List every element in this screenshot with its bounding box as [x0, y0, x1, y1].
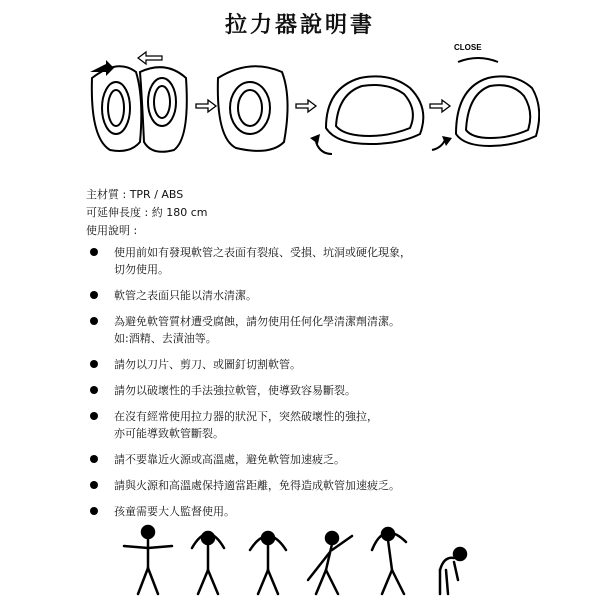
arrow-right-icon — [296, 100, 316, 112]
list-item: 在沒有經常使用拉力器的狀況下，突然破壞性的強拉， 亦可能導致軟管斷裂。 — [86, 408, 536, 442]
bullet-icon — [90, 455, 98, 463]
page-title: 拉力器說明書 — [224, 13, 375, 38]
bullet-icon — [90, 360, 98, 368]
step4-closed-ring — [456, 76, 539, 146]
bullet-icon — [90, 507, 98, 515]
list-item: 請與火源和高溫處保持適當距離，免得造成軟管加速疲乏。 — [86, 477, 536, 494]
bullet-icon — [90, 412, 98, 420]
bullet-icon — [90, 317, 98, 325]
step1-two-halves — [92, 66, 187, 152]
exercise-figures — [118, 520, 498, 596]
bullet-icon — [90, 248, 98, 256]
close-arc — [458, 58, 498, 62]
list-item: 請勿以刀片、剪刀、或圖釘切割軟管。 — [86, 356, 536, 373]
assembly-diagram — [70, 38, 540, 158]
figure-side-bend-icon — [308, 532, 352, 594]
figure-arms-out-icon — [124, 526, 172, 594]
spec-block — [86, 186, 207, 240]
arrow-right-icon — [430, 100, 450, 112]
step3-ring — [326, 76, 423, 144]
figure-bend-over-icon — [440, 548, 466, 594]
instructions-heading: 使用說明 : — [86, 224, 138, 237]
list-item: 軟管之表面只能以清水清潔。 — [86, 287, 536, 304]
stretch-length-line: 可延伸長度 : 約 180 cm — [86, 206, 208, 219]
arrow-right-icon — [90, 60, 114, 76]
figure-overhead-stretch-icon — [372, 528, 406, 594]
bullet-icon — [90, 386, 98, 394]
bullet-icon — [90, 481, 98, 489]
list-item: 為避免軟管質材遭受腐蝕，請勿使用任何化學清潔劑清潔。 如:酒精、去漬油等。 — [86, 313, 536, 347]
material-line: 主材質 : TPR / ABS — [86, 188, 184, 201]
figure-overhead-stretch-icon — [192, 532, 224, 594]
arrow-right-icon — [196, 100, 216, 112]
figure-overhead-stretch-icon — [250, 532, 286, 594]
arrow-left-icon — [138, 52, 162, 64]
list-item: 請勿以破壞性的手法強拉軟管，使導致容易斷裂。 — [86, 382, 536, 399]
list-item: 使用前如有發現軟管之表面有裂痕、受損、坑洞或硬化現象， 切勿使用。 — [86, 244, 536, 278]
step2-joined — [218, 66, 288, 151]
rotate-arrow-icon — [316, 142, 332, 154]
list-item: 孩童需要大人監督使用。 — [86, 503, 536, 520]
close-label: CLOSE — [454, 43, 482, 52]
list-item: 請不要靠近火源或高溫處，避免軟管加速疲乏。 — [86, 451, 536, 468]
instructions-list — [86, 244, 536, 529]
bullet-icon — [90, 291, 98, 299]
